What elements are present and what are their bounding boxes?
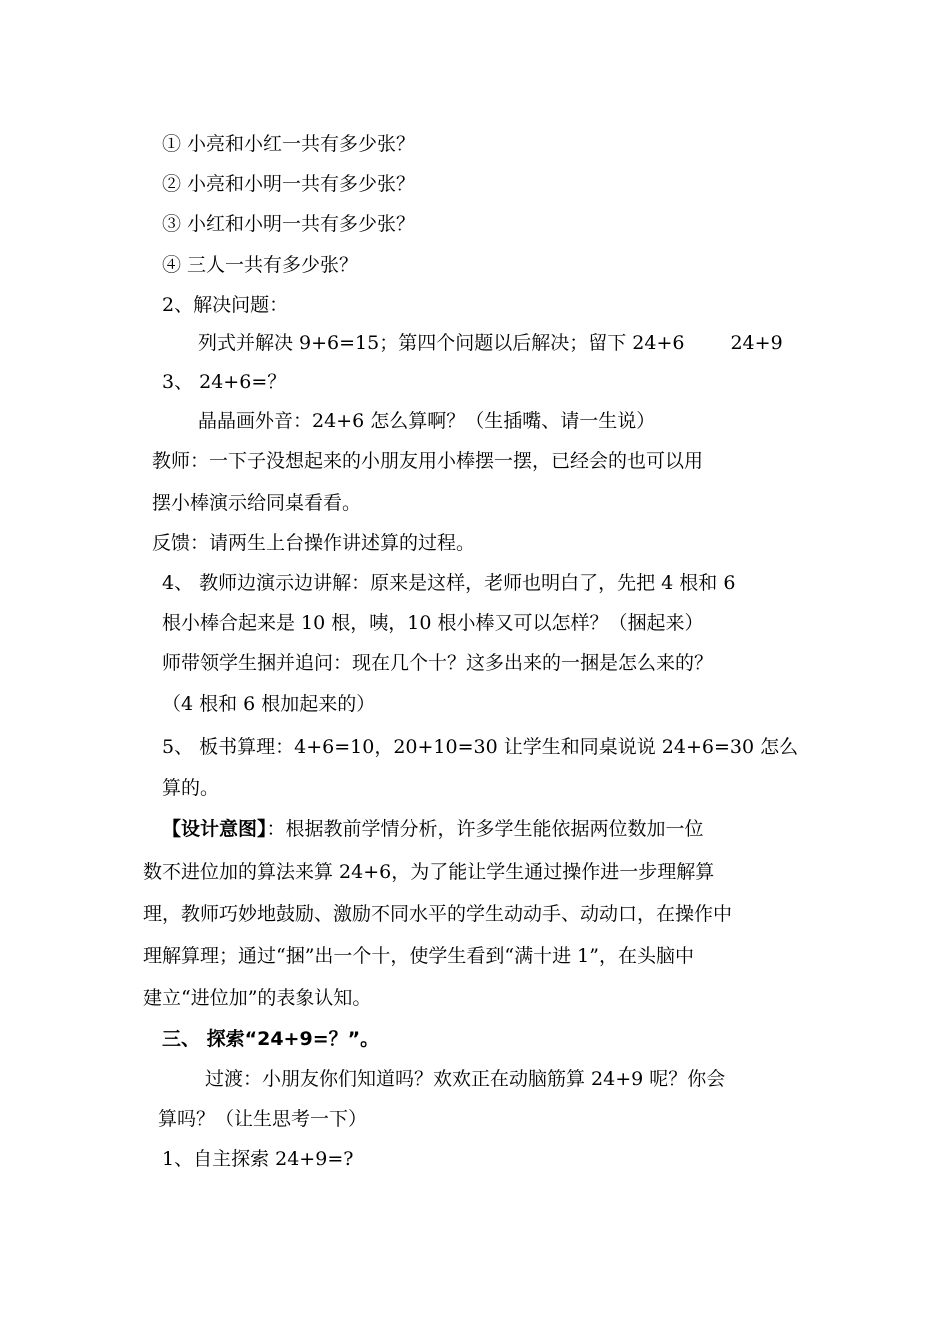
step4-line-4: （4 根和 6 根加起来的） — [162, 693, 376, 715]
question-1: ① 小亮和小红一共有多少张？ — [162, 133, 416, 155]
design-intent-text-1: ：根据教前学情分析，许多学生能依据两位数加一位 — [266, 818, 704, 840]
design-intent-line-2: 数不进位加的算法来算 24+6，为了能让学生通过操作进一步理解算 — [143, 861, 715, 883]
design-intent-label: 【设计意图】 — [162, 818, 267, 840]
step4-line-1: 4、 教师边演示边讲解：原来是这样，老师也明白了，先把 4 根和 6 — [162, 572, 736, 594]
step2-heading: 2、解决问题： — [162, 294, 289, 316]
step2-body — [198, 330, 783, 356]
design-intent-line-1 — [162, 816, 704, 842]
question-4: ④ 三人一共有多少张？ — [162, 254, 359, 276]
step4-line-2: 根小棒合起来是 10 根，咦，10 根小棒又可以怎样？（捆起来） — [162, 612, 704, 634]
design-intent-line-3: 理，教师巧妙地鼓励、激励不同水平的学生动动手、动动口，在操作中 — [143, 903, 733, 925]
section-3-heading — [162, 1026, 379, 1052]
voiceover-line: 晶晶画外音：24+6 怎么算啊？（生插嘴、请一生说） — [198, 410, 656, 432]
step4-line-3: 师带领学生捆并追问：现在几个十？这多出来的一捆是怎么来的？ — [162, 652, 714, 674]
transition-line-1: 过渡：小朋友你们知道吗？欢欢正在动脑筋算 24+9 呢？你会 — [205, 1068, 726, 1090]
step2-body-b: 24+9 — [730, 332, 783, 354]
question-2: ② 小亮和小明一共有多少张？ — [162, 173, 416, 195]
teacher-line-1: 教师：一下子没想起来的小朋友用小棒摆一摆，已经会的也可以用 — [152, 450, 704, 472]
feedback-line: 反馈：请两生上台操作讲述算的过程。 — [152, 532, 476, 554]
step3-heading: 3、 24+6=？ — [162, 371, 287, 393]
step5-line-1: 5、 板书算理：4+6=10，20+10=30 让学生和同桌说说 24+6=30 怎么 — [162, 736, 799, 758]
step5-line-2: 算的。 — [162, 777, 220, 799]
section-3-title: 探索“24+9=？”。 — [200, 1028, 380, 1050]
transition-line-2: 算吗？（让生思考一下） — [158, 1108, 368, 1130]
teacher-line-2: 摆小棒演示给同桌看看。 — [152, 492, 362, 514]
section-3-prefix: 三、 — [162, 1028, 201, 1050]
explore-step-1: 1、自主探索 24+9=? — [162, 1148, 354, 1170]
design-intent-line-4: 理解算理；通过“捆”出一个十，使学生看到“满十进 1”，在头脑中 — [143, 945, 694, 967]
design-intent-line-5: 建立“进位加”的表象认知。 — [143, 987, 372, 1009]
step2-body-a: 列式并解决 9+6=15；第四个问题以后解决；留下 24+6 — [198, 332, 685, 354]
question-3: ③ 小红和小明一共有多少张？ — [162, 213, 416, 235]
